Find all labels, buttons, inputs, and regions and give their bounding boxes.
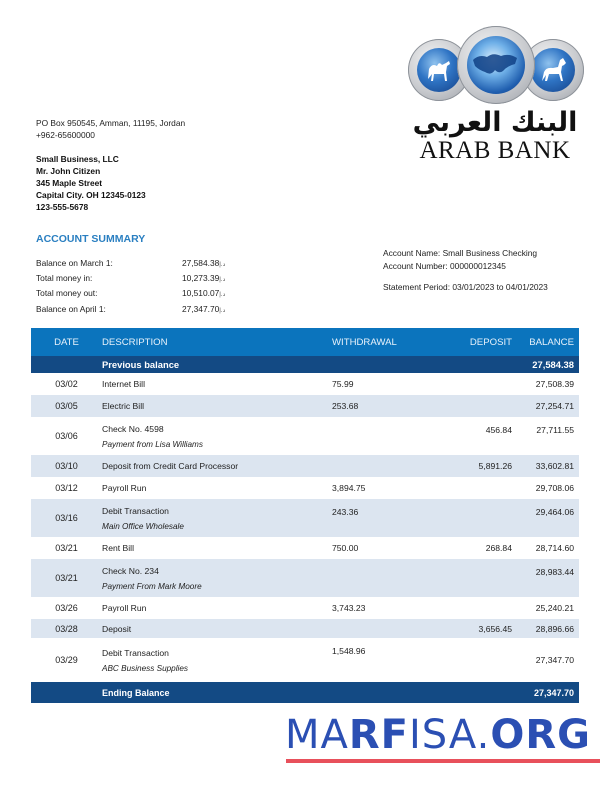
row-deposit (444, 597, 512, 619)
table-row (31, 373, 579, 395)
table-header-row (31, 328, 579, 356)
row-withdrawal: 750.00 (332, 543, 359, 553)
row-deposit (444, 373, 512, 395)
col-balance-header: BALANCE (529, 336, 574, 348)
marfisa-watermark (285, 713, 601, 763)
currency-symbol: د.إ (219, 262, 226, 268)
row-description: Deposit from Credit Card Processor (102, 461, 239, 471)
table-row (31, 395, 579, 417)
row-description: Payroll Run (102, 603, 147, 613)
row-date: 03/16 (55, 513, 78, 523)
account-summary-title: ACCOUNT SUMMARY (36, 233, 146, 245)
row-date: 03/05 (55, 401, 78, 411)
client-address (36, 153, 146, 213)
table-row (31, 499, 579, 537)
summary-value: د.إ27,584.38 (182, 258, 226, 268)
summary-row (36, 287, 262, 302)
summary-label: Balance on April 1: (36, 303, 106, 314)
table-row (31, 417, 579, 455)
row-description: Electric Bill (102, 401, 145, 411)
row-description: Check No. 234 Payment From Mark Moore (102, 559, 332, 597)
row-balance: 29,708.06 (535, 483, 574, 493)
row-withdrawal: 243.36 (332, 507, 359, 517)
previous-balance-row (31, 356, 579, 373)
row-deposit (444, 477, 512, 499)
row-withdrawal (332, 417, 444, 455)
summary-label: Balance on March 1: (36, 258, 113, 268)
row-deposit (444, 559, 512, 597)
summary-value: د.إ10,510.07 (182, 288, 226, 299)
row-date: 03/21 (55, 573, 78, 583)
col-deposit-header: DEPOSIT (469, 336, 512, 348)
row-description: Debit Transaction ABC Business Supplies (102, 638, 332, 682)
row-deposit: 268.84 (485, 543, 512, 553)
statement-period: Statement Period: 03/01/2023 to 04/01/2023 (383, 282, 548, 292)
account-info (383, 247, 548, 294)
row-date: 03/02 (55, 379, 78, 389)
row-date: 03/28 (55, 623, 78, 634)
row-deposit (444, 499, 512, 537)
summary-label: Total money in: (36, 273, 93, 284)
row-sub-description: Payment From Mark Moore (102, 581, 202, 591)
row-balance: 33,602.81 (535, 461, 574, 471)
row-description: Check No. 4598 Payment from Lisa Williams (102, 417, 332, 455)
row-balance: 28,896.66 (535, 623, 574, 634)
row-balance: 27,508.39 (535, 379, 574, 389)
table-row (31, 477, 579, 499)
arab-bank-logo (405, 24, 585, 166)
row-sub-description: Main Office Wholesale (102, 521, 184, 531)
account-number: Account Number: 000000012345 (383, 260, 506, 271)
table-row (31, 597, 579, 619)
row-deposit (444, 395, 512, 417)
row-balance: 27,254.71 (535, 401, 574, 411)
client-city: Capital City. OH 12345-0123 (36, 190, 146, 200)
transactions-table (31, 328, 579, 703)
row-description: Debit Transaction Main Office Wholesale (102, 499, 332, 537)
previous-balance-value: 27,584.38 (532, 359, 574, 370)
row-withdrawal: 1,548.96 (332, 646, 366, 656)
bank-phone: +962-65600000 (36, 130, 95, 140)
globe-coin-icon (457, 26, 535, 104)
row-deposit (444, 638, 512, 682)
client-contact: Mr. John Citizen (36, 166, 101, 176)
row-description: Internet Bill (102, 379, 145, 389)
bank-address-line: PO Box 950545, Amman, 11195, Jordan (36, 118, 186, 128)
row-deposit: 456.84 (485, 425, 512, 435)
currency-symbol: د.إ (219, 307, 226, 314)
row-withdrawal: 75.99 (332, 379, 354, 389)
row-description: Deposit (102, 623, 132, 634)
row-date: 03/26 (55, 603, 78, 613)
row-deposit: 5,891.26 (478, 461, 512, 471)
row-withdrawal: 3,743.23 (332, 603, 366, 613)
summary-row (36, 272, 262, 287)
row-date: 03/06 (55, 431, 78, 441)
logo-coins (405, 24, 585, 109)
ending-balance-label: Ending Balance (102, 687, 170, 698)
summary-value: د.إ10,273.39 (182, 273, 226, 284)
row-withdrawal: 3,894.75 (332, 483, 366, 493)
row-date: 03/10 (55, 461, 78, 471)
row-balance: 27,711.55 (536, 425, 574, 435)
account-name: Account Name: Small Business Checking (383, 248, 538, 258)
row-date: 03/29 (55, 655, 78, 665)
table-row (31, 638, 579, 682)
row-description: Rent Bill (102, 543, 134, 553)
row-withdrawal (332, 455, 444, 477)
row-description: Payroll Run (102, 483, 147, 493)
table-row (31, 619, 579, 638)
logo-english-name: ARAB BANK (419, 137, 571, 164)
table-row (31, 559, 579, 597)
row-date: 03/12 (55, 483, 78, 493)
currency-symbol: د.إ (219, 292, 226, 299)
row-date: 03/21 (55, 543, 78, 553)
row-balance: 29,464.06 (535, 507, 574, 517)
currency-symbol: د.إ (219, 277, 226, 284)
watermark-text: MARFISA.ORG (285, 712, 591, 758)
summary-value: د.إ27,347.70 (182, 303, 226, 314)
col-date-header: DATE (54, 336, 79, 348)
row-withdrawal (332, 559, 444, 597)
table-row (31, 455, 579, 477)
previous-balance-label: Previous balance (102, 359, 180, 370)
client-phone: 123-555-5678 (36, 202, 89, 212)
watermark-underline (286, 759, 600, 763)
summary-label: Total money out: (36, 288, 98, 299)
row-balance: 28,714.60 (535, 543, 574, 553)
row-sub-description: ABC Business Supplies (102, 663, 189, 673)
row-sub-description: Payment from Lisa Williams (102, 439, 203, 449)
client-company: Small Business, LLC (36, 154, 119, 164)
row-balance: 27,347.70 (535, 655, 574, 665)
col-description-header: DESCRIPTION (102, 336, 168, 348)
table-row (31, 537, 579, 559)
row-deposit: 3,656.45 (478, 623, 512, 634)
summary-row (36, 257, 262, 272)
summary-row (36, 303, 262, 318)
col-withdrawal-header: WITHDRAWAL (332, 336, 397, 348)
row-balance: 28,983.44 (535, 567, 574, 577)
row-balance: 25,240.21 (535, 603, 574, 613)
row-withdrawal: 253.68 (332, 401, 359, 411)
ending-balance-value: 27,347.70 (533, 687, 574, 698)
logo-arabic-name: البنك العربي (412, 107, 578, 138)
ending-balance-row (31, 682, 579, 703)
client-street: 345 Maple Street (36, 178, 103, 188)
row-withdrawal (332, 619, 444, 638)
account-summary (36, 257, 262, 318)
bank-address (36, 117, 185, 141)
